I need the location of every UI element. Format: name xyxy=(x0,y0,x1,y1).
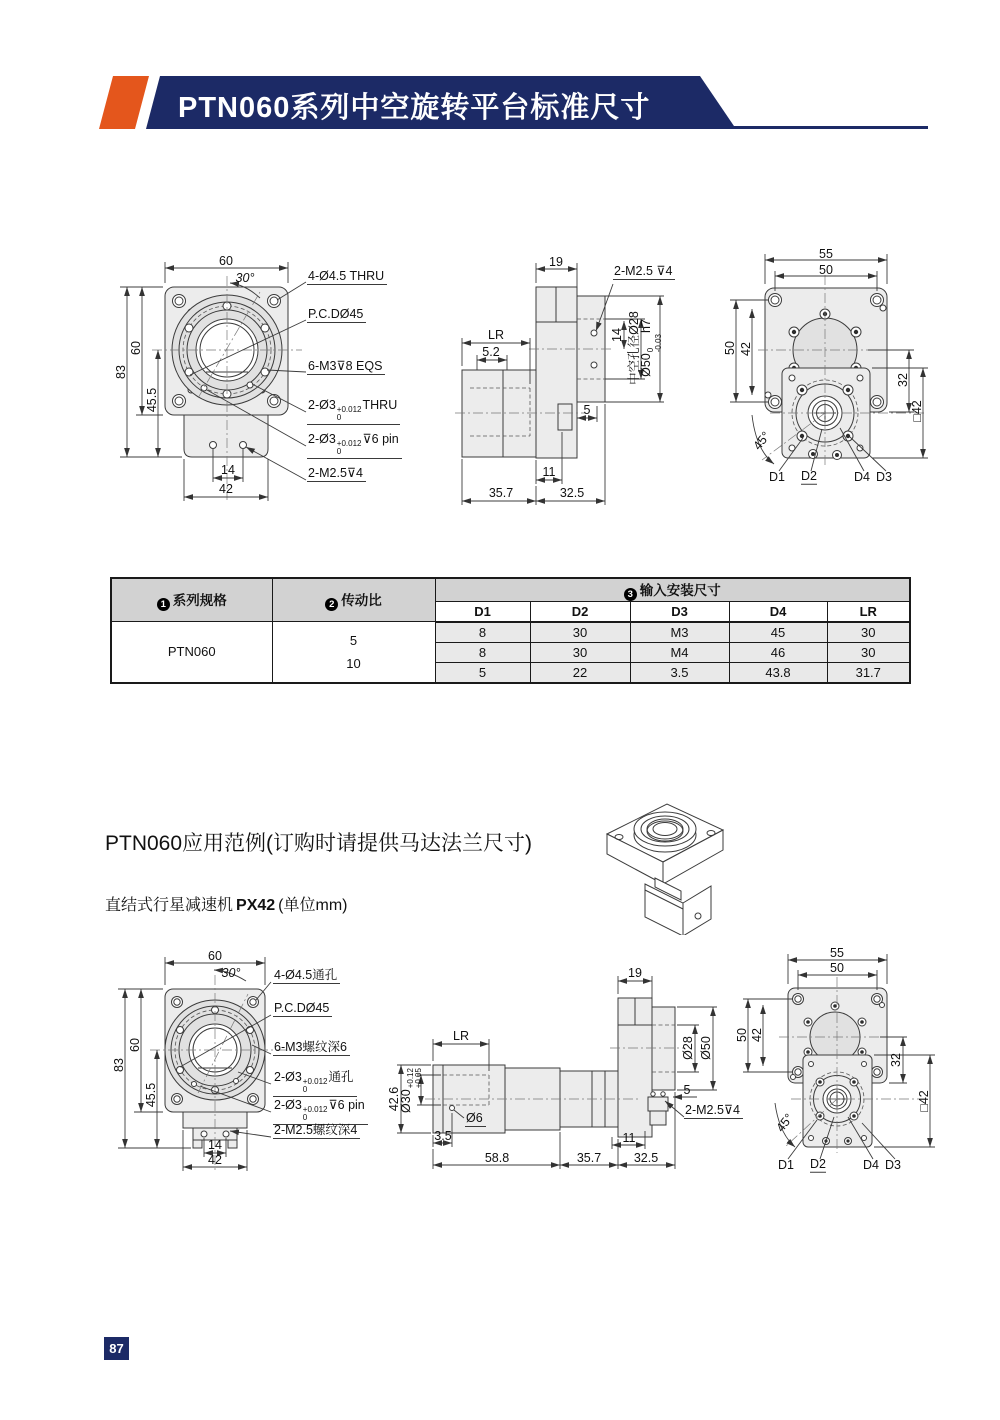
dim-top-55: 55 xyxy=(819,246,833,261)
cell: 22 xyxy=(530,662,630,683)
cell: 43.8 xyxy=(729,662,827,683)
dim-5: 5 xyxy=(683,1082,691,1097)
dim-32-5: 32.5 xyxy=(559,485,585,500)
callout-m3-taps: 6-M3⊽8 EQS xyxy=(307,359,385,375)
dim-od-50: Ø50 xyxy=(698,1036,713,1060)
dim-bottom-14: 14 xyxy=(208,1137,222,1152)
front-view-drawing-1 xyxy=(100,248,430,528)
orange-accent-shape xyxy=(99,76,149,129)
cell: 45 xyxy=(729,622,827,643)
page-number-badge xyxy=(104,1337,129,1360)
callout-m2-5-side: 2-M2.5 ⊽4 xyxy=(613,264,675,280)
label-d1: D1 xyxy=(778,1157,794,1172)
ratio-cell: 5 10 xyxy=(272,622,435,683)
page-number: 87 xyxy=(109,1341,124,1356)
cell: 8 xyxy=(435,622,530,643)
dim-lr: LR xyxy=(453,1028,469,1043)
label-d2: D2 xyxy=(801,468,817,483)
dim-top-55: 55 xyxy=(830,945,844,960)
dim-58-8: 58.8 xyxy=(484,1150,510,1165)
col-d3: D3 xyxy=(630,601,729,622)
rear-view-drawing-1 xyxy=(718,245,973,517)
cell: 5 xyxy=(435,662,530,683)
callout-m2-5-side: 2-M2.5⊽4 xyxy=(684,1103,743,1119)
callout-corner-holes: 4-Ø4.5 THRU xyxy=(307,269,387,285)
label-d4: D4 xyxy=(854,469,870,484)
col-d2: D2 xyxy=(530,601,630,622)
cell: 30 xyxy=(827,642,910,662)
dim-top-19: 19 xyxy=(628,965,642,980)
cell: 46 xyxy=(729,642,827,662)
callout-pitch-circle: P.C.DØ45 xyxy=(273,1001,332,1017)
dim-height-60: 60 xyxy=(127,1038,142,1052)
col-d4: D4 xyxy=(729,601,827,622)
callout-m2-5-taps: 2-M2.5⊽4 xyxy=(307,466,366,482)
callout-pin-holes: 2-Ø3 +0.012 0 ⊽6 pin xyxy=(307,432,402,459)
side-view-geometry-2 xyxy=(385,945,757,1190)
badge-2: 2 xyxy=(325,598,338,611)
application-note-title: PTN060应用范例(订购时请提供马达法兰尺寸) xyxy=(105,832,533,855)
cell: M4 xyxy=(630,642,729,662)
callout-pin-holes: 2-Ø3 +0.012 0 ⊽6 pin xyxy=(273,1098,368,1125)
dim-od50-h7: Ø50 0 -0.03 h7 xyxy=(639,319,664,377)
cell: 31.7 xyxy=(827,662,910,683)
side-view-drawing-1 xyxy=(445,248,745,513)
cell: 3.5 xyxy=(630,662,729,683)
dim-square-42: □42 xyxy=(909,400,924,422)
col-header-ratio: 2 传动比 xyxy=(272,578,435,622)
cell: 30 xyxy=(530,642,630,662)
label-d2: D2 xyxy=(810,1156,826,1171)
dim-vert-14: 14 xyxy=(609,328,624,342)
badge-1: 1 xyxy=(157,598,170,611)
cell: M3 xyxy=(630,622,729,643)
dim-right-32: 32 xyxy=(888,1053,903,1067)
dim-angle-30: 30° xyxy=(221,965,241,980)
dim-angle-45: 45° xyxy=(773,1111,797,1135)
front-view-drawing-2 xyxy=(100,945,400,1190)
callout-corner-holes: 4-Ø4.5通孔 xyxy=(273,968,340,984)
dim-height-45-5: 45.5 xyxy=(144,387,159,413)
callout-hole-6: Ø6 xyxy=(465,1111,486,1127)
col-header-mount-dims: 3 输入安装尺寸 xyxy=(435,578,910,601)
label-d3: D3 xyxy=(876,469,892,484)
label-d3: D3 xyxy=(885,1157,901,1172)
isometric-geometry xyxy=(585,790,735,935)
cell: 30 xyxy=(530,622,630,643)
dim-bottom-42: 42 xyxy=(219,481,233,496)
dim-3-5: 3.5 xyxy=(434,1128,452,1143)
col-d1: D1 xyxy=(435,601,530,622)
gearbox-model: PX42 xyxy=(236,897,276,914)
dim-bore-28: Ø28 xyxy=(680,1036,695,1060)
spec-table xyxy=(110,577,911,684)
dim-top-50: 50 xyxy=(830,960,844,975)
page-title: PTN060系列中空旋转平台标准尺寸 xyxy=(178,92,651,124)
series-cell: PTN060 xyxy=(111,622,272,683)
badge-3: 3 xyxy=(624,588,637,601)
dim-bottom-42: 42 xyxy=(208,1152,222,1167)
dim-width-60: 60 xyxy=(219,253,233,268)
dim-35-7: 35.7 xyxy=(576,1150,602,1165)
side-view-drawing-2 xyxy=(385,945,757,1190)
rear-view-drawing-2 xyxy=(735,935,980,1185)
dim-lr: LR xyxy=(488,327,504,342)
dim-width-60: 60 xyxy=(208,948,222,963)
dim-11: 11 xyxy=(542,464,556,479)
callout-m2-5-taps: 2-M2.5螺纹深4 xyxy=(273,1123,360,1139)
dim-height-60: 60 xyxy=(128,341,143,355)
dim-left-42: 42 xyxy=(749,1028,764,1042)
dim-bore-30: Ø30 +0.12 +0.05 xyxy=(399,1068,424,1113)
rear-view-geometry-1 xyxy=(718,245,973,517)
dim-square-42: □42 xyxy=(916,1090,931,1112)
rear-view-geometry-2 xyxy=(735,935,980,1185)
col-lr: LR xyxy=(827,601,910,622)
dim-11: 11 xyxy=(622,1130,636,1145)
application-note-subtitle: 直结式行星减速机 PX42 (单位mm) xyxy=(105,897,348,914)
isometric-product-drawing xyxy=(585,790,735,935)
callout-m3-taps: 6-M3螺纹深6 xyxy=(273,1040,350,1056)
dim-right-32: 32 xyxy=(895,373,910,387)
col-header-series: 1 系列规格 xyxy=(111,578,272,622)
dim-32-5: 32.5 xyxy=(633,1150,659,1165)
dim-42-6: 42.6 xyxy=(386,1086,401,1112)
dim-left-50: 50 xyxy=(722,341,737,355)
front-view-geometry-2 xyxy=(100,945,400,1190)
side-view-geometry-1 xyxy=(445,248,745,513)
dim-left-42: 42 xyxy=(738,342,753,356)
dim-35-7: 35.7 xyxy=(488,485,514,500)
dim-bottom-14: 14 xyxy=(221,462,235,477)
dim-bore-label: 中空孔径Ø28 xyxy=(626,311,641,385)
callout-thru-holes: 2-Ø3 +0.012 0 THRU xyxy=(307,398,400,425)
cell: 30 xyxy=(827,622,910,643)
dim-left-50: 50 xyxy=(734,1028,749,1042)
dim-angle-45: 45° xyxy=(750,429,774,453)
table-row xyxy=(111,622,910,643)
callout-thru-holes: 2-Ø3 +0.012 0 通孔 xyxy=(273,1070,357,1097)
callout-pitch-circle: P.C.DØ45 xyxy=(307,307,366,323)
dim-top-19: 19 xyxy=(549,254,563,269)
dim-top-50: 50 xyxy=(819,262,833,277)
dim-angle-30: 30° xyxy=(235,270,255,285)
label-d4: D4 xyxy=(863,1157,879,1172)
dim-5-2: 5.2 xyxy=(482,344,500,359)
cell: 8 xyxy=(435,642,530,662)
dim-5: 5 xyxy=(583,402,591,417)
banner-underline xyxy=(732,126,928,129)
dim-height-83: 83 xyxy=(113,365,128,379)
label-d1: D1 xyxy=(769,469,785,484)
dim-height-83: 83 xyxy=(111,1058,126,1072)
dim-height-45-5: 45.5 xyxy=(143,1082,158,1108)
